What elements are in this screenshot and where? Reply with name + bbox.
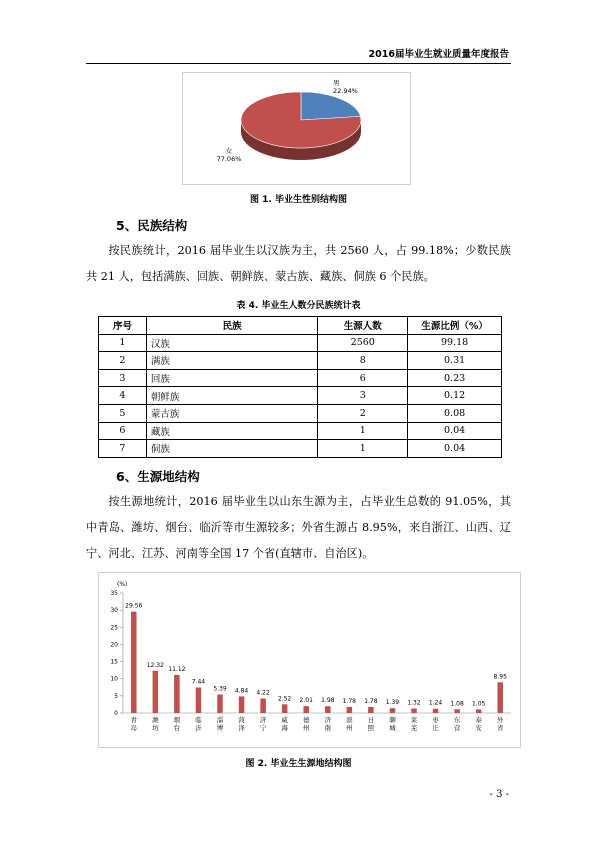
cell-ethnicity: 蒙古族 — [146, 404, 317, 422]
figure2-caption: 图 2. 毕业生生源地结构图 — [245, 759, 352, 769]
x-tick-label: 泰 — [475, 716, 482, 724]
section5-paragraph: 按民族统计，2016 届毕业生以汉族为主，共 2560 人，占 99.18%；少数民族共 21 人，包括满族、回族、朝鲜族、蒙古族、藏族、侗族 6 个民族。 — [86, 244, 511, 283]
x-tick-label: 岛 — [130, 724, 138, 732]
bar-value-label: 12.32 — [146, 661, 164, 669]
cell-ratio: 0.31 — [408, 352, 502, 370]
bar-value-label: 4.84 — [234, 687, 249, 695]
bar-value-label: 1.32 — [407, 699, 421, 707]
col-header-ratio: 生源比例（%） — [408, 317, 502, 335]
x-tick-label: 烟 — [173, 716, 181, 724]
x-tick-label: 日 — [367, 716, 375, 724]
x-tick-label: 济 — [259, 716, 267, 724]
x-tick-label: 庄 — [432, 724, 439, 732]
bar-东营 — [454, 709, 460, 713]
figure1-caption: 图 1. 毕业生性别结构图 — [250, 195, 347, 205]
running-header — [86, 40, 511, 64]
cell-ethnicity: 藏族 — [146, 422, 317, 440]
bar-淄博 — [217, 695, 223, 713]
bar-value-label: 11.12 — [168, 665, 186, 673]
cell-index: 2 — [99, 352, 147, 370]
bar-济宁 — [260, 699, 266, 713]
cell-ratio: 0.04 — [408, 440, 502, 458]
cell-ethnicity: 回族 — [146, 369, 317, 387]
x-tick-label: 莱 — [410, 716, 418, 724]
x-tick-label: 城 — [389, 724, 396, 732]
table-row — [99, 404, 502, 422]
y-tick-label-6: 30 — [110, 607, 118, 615]
x-tick-label: 台 — [173, 724, 181, 732]
y-tick-label-7: 35 — [110, 590, 118, 597]
cell-count: 3 — [318, 387, 408, 405]
x-tick-label: 省 — [496, 724, 504, 732]
gender-pie-chart-frame — [182, 72, 411, 185]
bar-value-label: 5.39 — [213, 685, 227, 693]
pie-value-label-1: 77.06% — [216, 155, 242, 163]
x-tick-label: 滨 — [346, 716, 353, 724]
y-axis-label: (%) — [117, 581, 128, 588]
bar-value-label: 1.39 — [385, 699, 400, 707]
report-title: 2016届毕业生就业质量年度报告 — [368, 49, 509, 60]
bar-value-label: 7.44 — [191, 678, 206, 686]
ethnicity-table — [98, 316, 502, 458]
x-tick-label: 宁 — [259, 724, 267, 732]
table-row — [99, 440, 502, 458]
table-header-row — [99, 317, 502, 335]
table4-caption: 表 4. 毕业生人数分民族统计表 — [236, 301, 361, 311]
table-row — [99, 352, 502, 370]
table-row — [99, 422, 502, 440]
cell-ratio: 99.18 — [408, 334, 502, 352]
cell-count: 6 — [318, 369, 408, 387]
x-tick-label: 青 — [130, 716, 138, 724]
cell-count: 1 — [318, 440, 408, 458]
cell-index: 7 — [99, 440, 147, 458]
bar-菏泽 — [239, 696, 245, 713]
col-header-ethnicity: 民族 — [146, 317, 317, 335]
cell-ratio: 0.08 — [408, 404, 502, 422]
x-tick-label: 泽 — [238, 724, 245, 732]
x-tick-label: 济 — [324, 716, 332, 724]
bar-临沂 — [196, 687, 202, 713]
y-tick-label-2: 10 — [110, 675, 118, 683]
bar-日照 — [368, 707, 374, 713]
y-tick-label-1: 5 — [114, 692, 118, 700]
section6-paragraph: 按生源地统计，2016 届毕业生以山东生源为主，占毕业生总数的 91.05%，其中青岛、潍坊、烟台、临沂等市生源较多；外省生源占 8.95%，来自浙江、山西、辽宁、河北、江苏、河南等全国 17 个省(直辖市、自治区)。 — [86, 495, 511, 560]
table-row — [99, 387, 502, 405]
x-tick-label: 聊 — [389, 716, 396, 724]
x-tick-label: 芜 — [410, 724, 418, 732]
page-number: - 3 - — [489, 789, 509, 800]
bar-青岛 — [131, 612, 137, 713]
origin-bar-chart-frame — [98, 572, 521, 748]
bar-value-label: 1.08 — [450, 700, 464, 708]
cell-index: 3 — [99, 369, 147, 387]
x-tick-label: 临 — [195, 716, 202, 724]
cell-ratio: 0.23 — [408, 369, 502, 387]
table-row — [99, 334, 502, 352]
bar-聊城 — [390, 708, 396, 713]
bar-value-label: 1.78 — [342, 697, 357, 705]
bar-德州 — [303, 706, 309, 713]
bar-value-label: 1.05 — [471, 700, 486, 708]
pie-slice-0 — [301, 92, 360, 120]
x-tick-label: 海 — [281, 724, 288, 732]
bar-value-label: 2.52 — [277, 695, 292, 703]
bar-value-label: 1.24 — [428, 699, 443, 707]
bar-枣庄 — [433, 709, 439, 713]
bar-value-label: 29.56 — [125, 602, 143, 610]
x-tick-label: 外 — [496, 716, 504, 724]
y-tick-label-4: 20 — [110, 641, 118, 649]
x-tick-label: 枣 — [432, 716, 439, 724]
bar-潍坊 — [153, 671, 159, 713]
origin-bar-chart — [99, 573, 522, 749]
pie-value-label-0: 22.94% — [333, 87, 358, 95]
pie-label-0: 男 — [333, 79, 340, 87]
bar-外省 — [497, 682, 503, 713]
x-tick-label: 潍 — [152, 716, 159, 724]
bar-烟台 — [174, 675, 180, 713]
cell-count: 8 — [318, 352, 408, 370]
table-row — [99, 369, 502, 387]
cell-index: 5 — [99, 404, 147, 422]
cell-ratio: 0.12 — [408, 387, 502, 405]
x-tick-label: 德 — [302, 716, 310, 724]
bar-value-label: 4.22 — [256, 689, 270, 697]
cell-index: 6 — [99, 422, 147, 440]
y-tick-label-0: 0 — [114, 710, 118, 717]
section5-heading: 5、民族结构 — [116, 218, 188, 233]
x-tick-label: 坊 — [152, 724, 159, 732]
x-tick-label: 菏 — [238, 716, 245, 724]
pie-label-1: 女 — [225, 147, 233, 155]
bar-泰安 — [476, 709, 482, 713]
cell-ratio: 0.04 — [408, 422, 502, 440]
x-tick-label: 南 — [324, 724, 332, 732]
bar-value-label: 1.98 — [321, 697, 335, 705]
x-tick-label: 营 — [453, 724, 461, 732]
x-tick-label: 威 — [281, 716, 288, 724]
cell-count: 1 — [318, 422, 408, 440]
bar-value-label: 8.95 — [493, 673, 507, 681]
cell-ethnicity: 汉族 — [146, 334, 317, 352]
cell-count: 2 — [318, 404, 408, 422]
x-tick-label: 东 — [453, 716, 461, 724]
y-tick-label-5: 25 — [110, 624, 118, 632]
bar-value-label: 2.01 — [299, 697, 313, 705]
x-tick-label: 照 — [367, 724, 375, 732]
y-tick-label-3: 15 — [110, 658, 118, 666]
cell-ethnicity: 满族 — [146, 352, 317, 370]
cell-count: 2560 — [318, 334, 408, 352]
section6-heading: 6、生源地结构 — [116, 469, 200, 484]
bar-济南 — [325, 706, 331, 713]
gender-pie-chart — [183, 73, 412, 186]
bar-威海 — [282, 704, 288, 713]
cell-index: 4 — [99, 387, 147, 405]
x-tick-label: 淄 — [216, 716, 224, 724]
bar-滨州 — [347, 707, 353, 713]
cell-ethnicity: 侗族 — [146, 440, 317, 458]
x-tick-label: 安 — [475, 724, 482, 732]
bar-value-label: 1.78 — [364, 697, 378, 705]
col-header-count: 生源人数 — [318, 317, 408, 335]
col-header-index: 序号 — [99, 317, 147, 335]
x-tick-label: 沂 — [195, 724, 202, 732]
x-tick-label: 州 — [346, 724, 353, 732]
cell-ethnicity: 朝鲜族 — [146, 387, 317, 405]
cell-index: 1 — [99, 334, 147, 352]
bar-莱芜 — [411, 708, 417, 713]
x-tick-label: 州 — [302, 724, 310, 732]
x-tick-label: 博 — [216, 724, 224, 732]
